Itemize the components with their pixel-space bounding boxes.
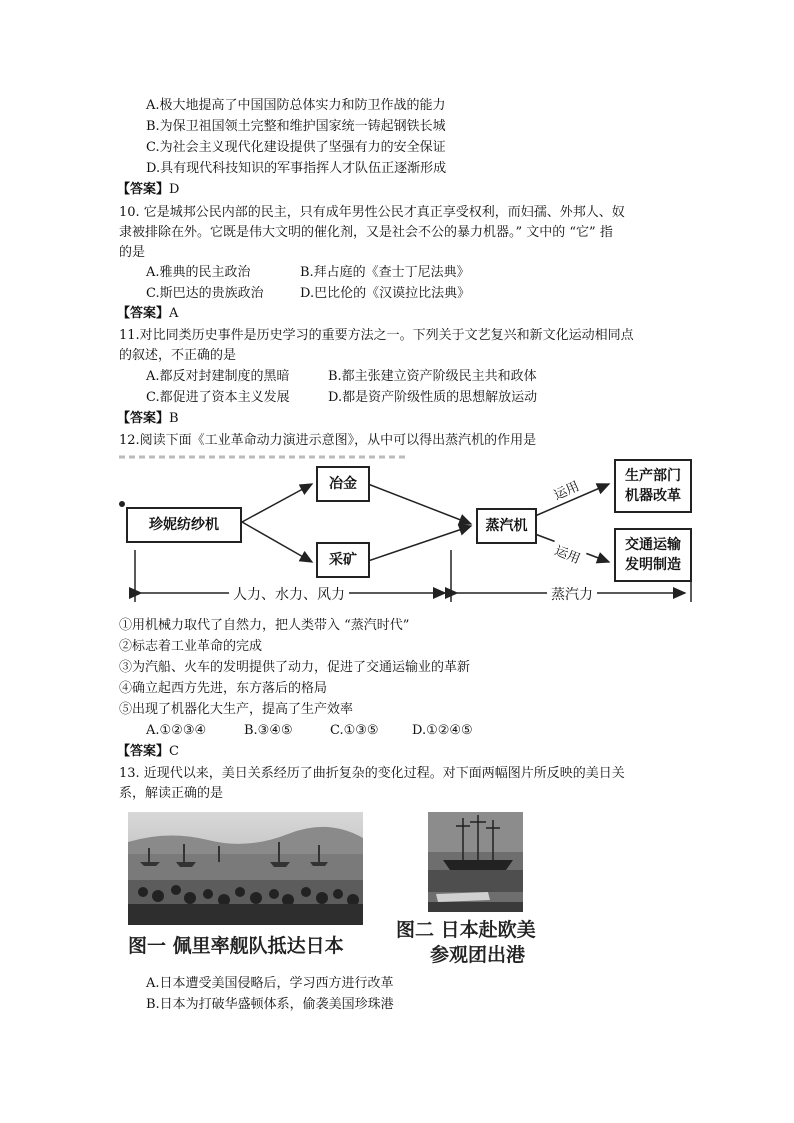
figure1-caption: 图一 佩里率舰队抵达日本 [128,935,344,957]
node-spinning-jenny: 珍妮纺纱机 [126,507,242,543]
q13-stem-line1: 13. 近现代以来，美日关系经历了曲折复杂的变化过程。对下面两幅图片所反映的美日关 [119,766,625,781]
arrow-jenny-mining [242,522,312,562]
q10-option-b: B.拜占庭的《查士丁尼法典》 [300,265,470,280]
arrow-jenny-metallurgy [242,484,312,522]
answer-label: 【答案】 [117,411,170,426]
span-label-steam-power: 蒸汽力 [547,584,597,604]
figure1-illustration [128,812,363,925]
q11-answer [117,409,179,429]
q12-statement-5: ⑤出现了机器化大生产，提高了生产效率 [119,702,354,717]
q11-stem-line2: 的叙述，不正确的是 [119,348,237,363]
q12-statement-4: ④确立起西方先进，东方落后的格局 [119,681,328,696]
answer-value: B [169,411,179,426]
q10-answer [117,304,178,324]
node-production-line2: 机器改革 [625,488,681,504]
q9-option-a: A.极大地提高了中国国防总体实力和防卫作战的能力 [146,98,446,113]
edge-label-apply-bottom: 运用 [549,538,588,568]
figure2-caption-line1: 图二 日本赴欧美 [396,919,536,941]
node-steam-engine: 蒸汽机 [476,508,537,544]
q11-option-d: D.都是资产阶级性质的思想解放运动 [328,390,538,405]
node-metallurgy: 冶金 [316,466,370,502]
q10-stem-line2: 隶被排除在外。它既是伟大文明的催化剂，又是社会不公的暴力机器。” 文中的 “它” 指 [119,225,613,240]
answer-value: D [169,182,180,197]
q11-stem-line1: 11.对比同类历史事件是历史学习的重要方法之一。下列关于文艺复兴和新文化运动相同点 [119,328,634,343]
q12-option-c: C.①③⑤ [330,723,379,738]
q9-option-c: C.为社会主义现代化建设提供了坚强有力的安全保证 [146,140,446,155]
q12-statement-2: ②标志着工业革命的完成 [119,639,263,654]
q12-option-b: B.③④⑤ [244,723,293,738]
span-label-natural-power: 人力、水力、风力 [229,584,349,604]
q11-option-b: B.都主张建立资产阶级民主共和政体 [328,369,537,384]
q12-statement-3: ③为汽船、火车的发明提供了动力，促进了交通运输业的革新 [119,660,471,675]
q10-stem-line1: 10. 它是城邦公民内部的民主，只有成年男性公民才真正享受权利，而妇孺、外邦人、奴 [119,205,625,220]
node-transport-invention [614,528,692,582]
q12-option-a: A.①②③④ [146,723,207,738]
answer-label: 【答案】 [117,306,170,321]
figure2-illustration [428,812,523,912]
q12-option-d: D.①②④⑤ [412,723,473,738]
q11-option-c: C.都促进了资本主义发展 [146,390,290,405]
q12-answer [117,742,179,762]
node-production-line1: 生产部门 [625,468,681,484]
q10-option-c: C.斯巴达的贵族政治 [146,286,264,301]
q13-option-b: B.日本为打破华盛顿体系，偷袭美国珍珠港 [146,997,394,1012]
node-transport-line2: 发明制造 [625,557,681,573]
node-mining: 采矿 [316,542,370,578]
figure1-perry-fleet-photo [128,812,363,925]
figure2-caption-line2: 参观团出港 [430,944,526,966]
node-transport-line1: 交通运输 [625,537,681,553]
answer-label: 【答案】 [117,744,170,759]
answer-value: C [169,744,179,759]
q13-option-a: A.日本遭受美国侵略后，学习西方进行改革 [146,976,394,991]
steam-power-flow-diagram [119,454,694,604]
edge-label-apply-top: 运用 [547,474,586,505]
arrow-mining-steam [368,526,471,561]
answer-label: 【答案】 [117,182,170,197]
q10-option-a: A.雅典的民主政治 [146,265,251,280]
arrow-metallurgy-steam [368,484,471,524]
q12-statement-1: ①用机械力取代了自然力，把人类带入 “蒸汽时代” [119,618,410,633]
node-production-machinery [614,459,692,513]
q9-option-b: B.为保卫祖国领土完整和维护国家统一铸起钢铁长城 [146,119,446,134]
q9-answer [117,180,179,200]
figure2-mission-departure-photo [428,812,523,912]
q10-option-d: D.巴比伦的《汉谟拉比法典》 [300,286,471,301]
q13-stem-line2: 系，解读正确的是 [119,786,224,801]
q12-stem: 12.阅读下面《工业革命动力演进示意图》，从中可以得出蒸汽机的作用是 [119,433,537,448]
answer-value: A [169,306,179,321]
start-dot [119,501,125,507]
q9-option-d: D.具有现代科技知识的军事指挥人才队伍正逐渐形成 [146,161,447,176]
q11-option-a: A.都反对封建制度的黑暗 [146,369,290,384]
q10-stem-line3: 的是 [119,245,146,260]
